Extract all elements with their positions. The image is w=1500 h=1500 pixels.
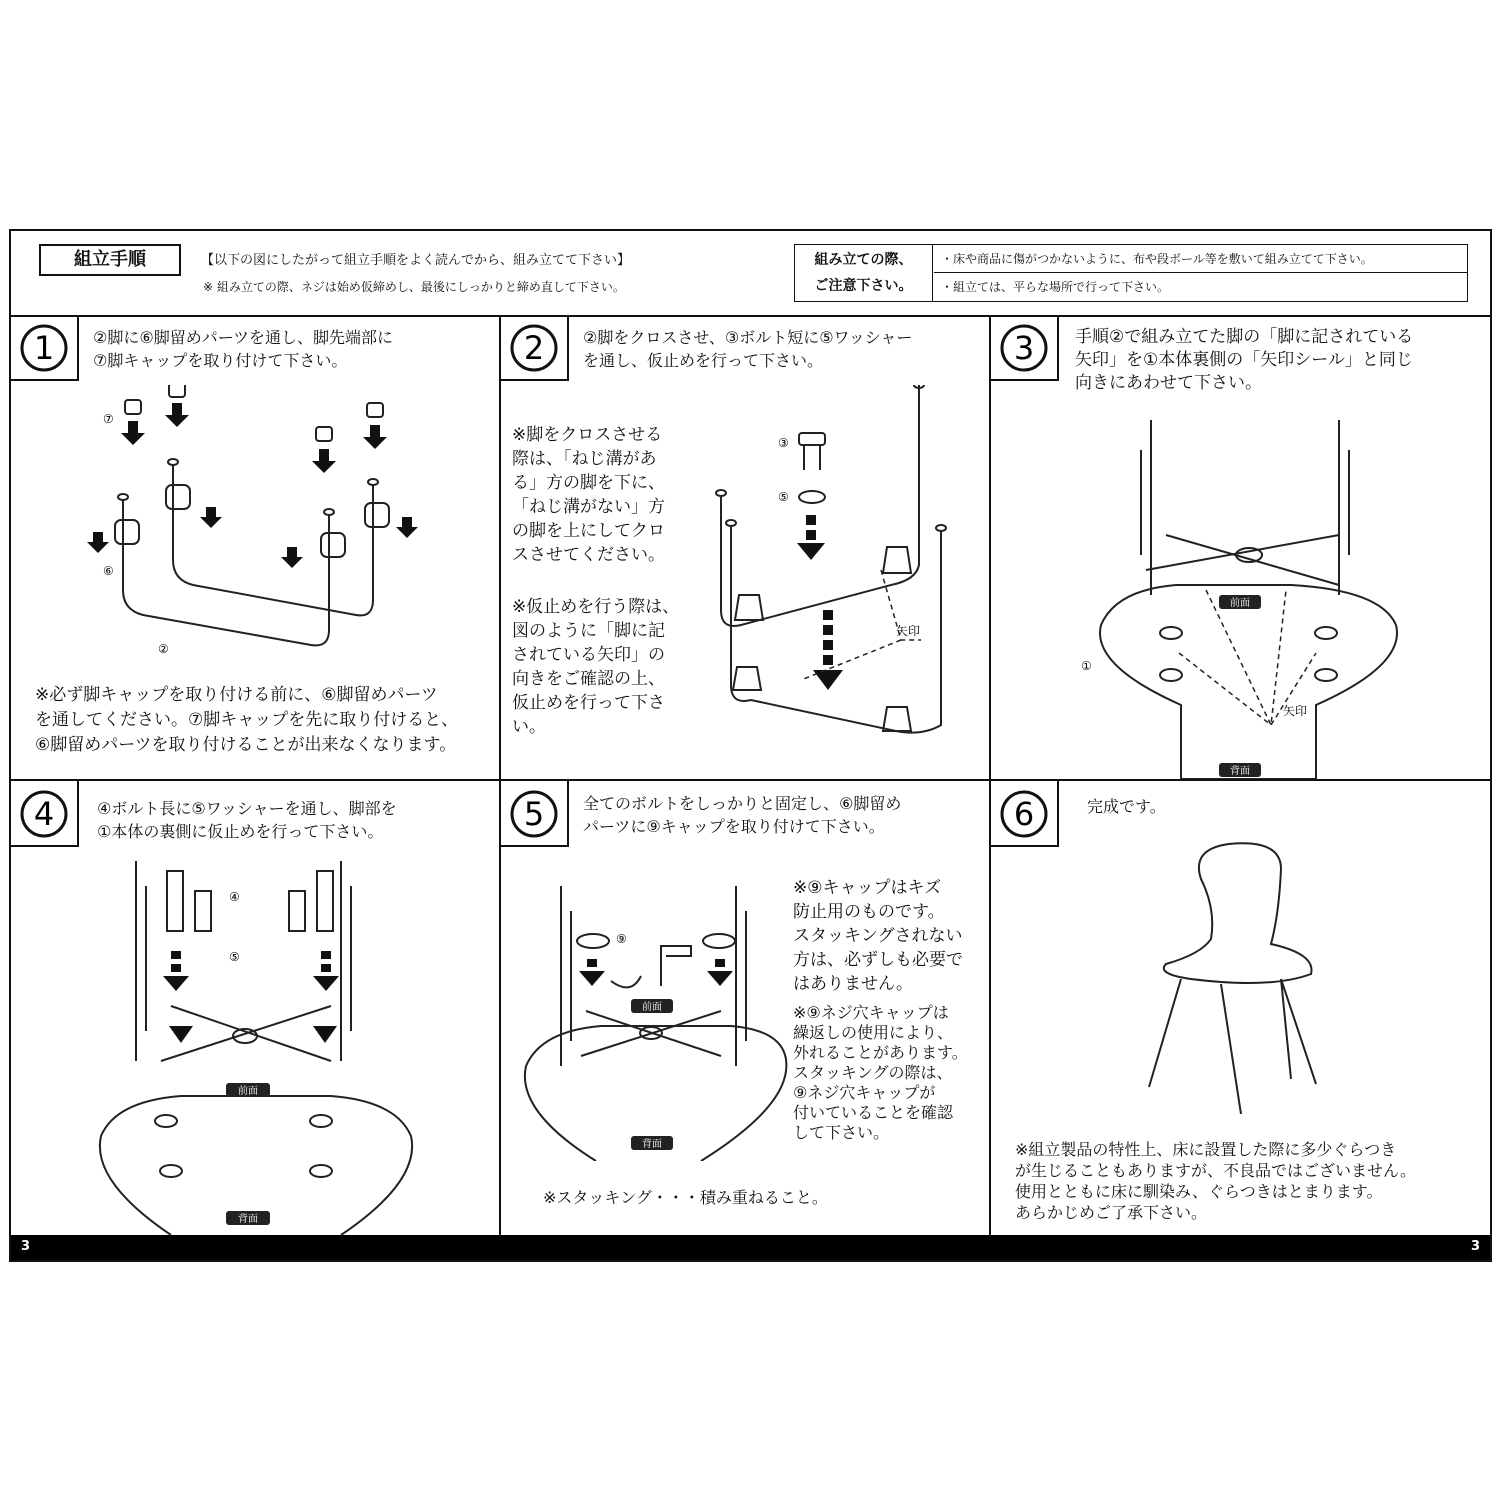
svg-text:①: ① — [1081, 659, 1092, 673]
svg-text:前面: 前面 — [238, 1086, 258, 1097]
caution-label: 組み立ての際、 ご注意下さい。 — [795, 245, 933, 301]
svg-text:2: 2 — [523, 329, 545, 367]
svg-text:背面: 背面 — [1230, 766, 1250, 777]
caution-list — [941, 245, 1461, 301]
header-note: ※ 組み立ての際、ネジは始め仮締めし、最後にしっかりと締め直して下さい。 — [203, 280, 625, 294]
step-number-box — [11, 781, 79, 847]
step-number-circle — [19, 789, 69, 839]
svg-text:前面: 前面 — [1230, 598, 1250, 609]
step-2-panel — [501, 315, 991, 781]
svg-text:⑨: ⑨ — [616, 932, 627, 946]
step-note: ※組立製品の特性上、床に設置した際に多少ぐらつき が生じることもありますが、不良品ではございません。 使用とともに床に馴染み、ぐらつきはとまります。 あらかじめご了承下さい。 — [1015, 1140, 1416, 1222]
step-number-box — [501, 315, 569, 381]
svg-text:②: ② — [158, 642, 169, 656]
caution-item: ・組立ては、平らな場所で行って下さい。 — [941, 280, 1170, 294]
svg-text:3: 3 — [1013, 329, 1035, 367]
step-6-panel — [991, 781, 1490, 1235]
step-number-box — [991, 781, 1059, 847]
step-note-tighten: ※仮止めを行う際は、 図のように「脚に記 されている矢印」の 向きをご確認の上、 仮止めを行って下さ い。 — [512, 597, 680, 737]
step-instruction: ②脚をクロスさせ、③ボルト短に⑤ワッシャー を通し、仮止めを行って下さい。 — [583, 328, 913, 370]
step-footnote: ※スタッキング・・・積み重ねること。 — [543, 1188, 828, 1207]
caution-item: ・床や商品に傷がつかないように、布や段ボール等を敷いて組み立てて下さい。 — [941, 252, 1373, 266]
step-instruction: 手順②で組み立てた脚の「脚に記されている 矢印」を①本体裏側の「矢印シール」と同じ 向きにあわせて下さい。 — [1075, 327, 1414, 393]
step-number-box — [11, 315, 79, 381]
step-number-box — [501, 781, 569, 847]
step-note-cap: ※⑨キャップはキズ 防止用のものです。 スタッキングされない 方は、必ずしも必要で はありません。 — [793, 878, 963, 994]
svg-text:背面: 背面 — [238, 1214, 258, 1225]
svg-text:6: 6 — [1013, 795, 1035, 833]
svg-text:⑤: ⑤ — [229, 950, 240, 964]
svg-text:③: ③ — [778, 436, 789, 450]
page-number-right: 3 — [1470, 1239, 1480, 1254]
header — [11, 231, 1490, 317]
step-number-circle — [19, 323, 69, 373]
step-instruction: ④ボルト長に⑤ワッシャーを通し、脚部を ①本体の裏側に仮止めを行って下さい。 — [97, 799, 397, 841]
step-5-panel — [501, 781, 991, 1235]
svg-text:⑥: ⑥ — [103, 564, 114, 578]
svg-text:背面: 背面 — [642, 1139, 662, 1150]
svg-text:⑤: ⑤ — [778, 490, 789, 504]
instruction-sheet — [9, 229, 1492, 1262]
step-number-circle — [509, 323, 559, 373]
caution-box — [794, 244, 1468, 302]
step-4-diagram — [11, 851, 499, 1235]
svg-text:⑦: ⑦ — [103, 412, 114, 426]
step-number-circle — [999, 323, 1049, 373]
step-number-circle — [999, 789, 1049, 839]
svg-text:④: ④ — [229, 890, 240, 904]
step-note-stacking: ※⑨ネジ穴キャップは 繰返しの使用により、 外れることがあります。 スタッキングの際は、 ⑨ネジ穴キャップが 付いていることを確認 して下さい。 — [793, 1003, 968, 1142]
svg-text:1: 1 — [33, 329, 55, 367]
step-1-panel — [11, 315, 501, 781]
step-instruction: 全てのボルトをしっかりと固定し、⑥脚留め パーツに⑨キャップを取り付けて下さい。 — [583, 794, 902, 836]
svg-text:5: 5 — [523, 795, 545, 833]
step-4-panel — [11, 781, 501, 1235]
step-number-box — [991, 315, 1059, 381]
step-instruction: 完成です。 — [1087, 797, 1166, 816]
step-3-diagram — [991, 395, 1488, 779]
svg-text:4: 4 — [33, 795, 55, 833]
chair-illustration — [1131, 839, 1361, 1129]
footer-bar — [11, 1235, 1490, 1260]
step-5-diagram — [501, 881, 791, 1161]
svg-text:矢印: 矢印 — [896, 624, 921, 638]
step-note: ※必ず脚キャップを取り付ける前に、⑥脚留めパーツ を通してください。⑦脚キャップを先に取り付けると、 ⑥脚留めパーツを取り付けることが出来なくなります。 — [35, 685, 459, 755]
step-number-circle — [509, 789, 559, 839]
step-3-panel — [991, 315, 1490, 781]
svg-text:前面: 前面 — [642, 1002, 662, 1013]
svg-text:矢印: 矢印 — [1283, 704, 1308, 718]
step-1-diagram — [11, 385, 499, 685]
step-2-diagram — [691, 385, 981, 775]
step-instruction: ②脚に⑥脚留めパーツを通し、脚先端部に ⑦脚キャップを取り付けて下さい。 — [93, 328, 394, 370]
page-title: 組立手順 — [39, 244, 181, 276]
page-number-left: 3 — [21, 1239, 31, 1254]
header-instruction: 【以下の図にしたがって組立手順をよく読んでから、組み立てて下さい】 — [201, 253, 631, 268]
step-note-cross: ※脚をクロスさせる 際は、「ねじ溝があ る」方の脚を下に、 「ねじ溝がない」方 の脚を上にしてクロ スさせてください。 — [512, 425, 665, 565]
